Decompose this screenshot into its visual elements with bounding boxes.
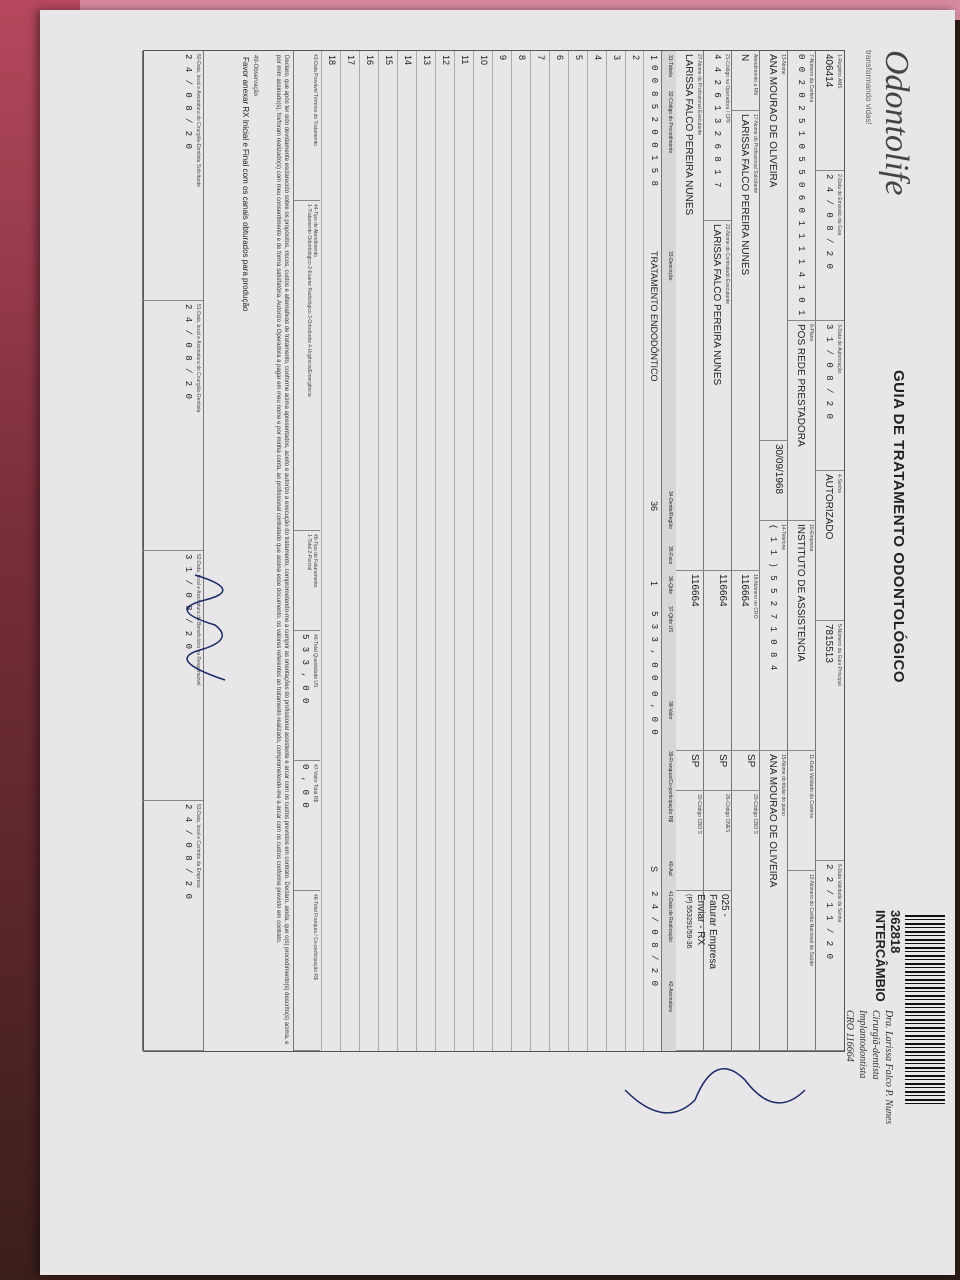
field-label: 10-Empresa (808, 524, 814, 552)
footer-totals (293, 51, 320, 1051)
valor: 0 , 0 0 (649, 691, 659, 736)
field-label: 21-Código na Operadora / CPF (724, 54, 730, 124)
atendimento-rn: N (739, 54, 750, 62)
nome-titular: ANA MOURAO DE OLIVEIRA (767, 754, 778, 888)
page-title: GUIA DE TRATAMENTO ODONTOLÓGICO (890, 370, 907, 683)
field-label: 13-Nome (780, 54, 786, 75)
field-label: 1-Registro ANS (836, 54, 842, 89)
procedure-row-empty (530, 51, 549, 1051)
field-label: 12-Número do Cartão Nacional de Saúde (808, 874, 814, 966)
beneficiary-row-1 (787, 51, 816, 1051)
dentist-signature (615, 1040, 815, 1140)
observacao: Favor anexar RX Inicial e Final com os canais obturados para produção (241, 57, 250, 312)
field-label: 20-Código CBO S (752, 794, 758, 835)
field-label: 5-Número da Guia Principal (836, 624, 842, 686)
row-number: 16 (365, 55, 375, 66)
procedure-row-empty (587, 51, 606, 1051)
procedure-row-empty (606, 51, 625, 1051)
stamp-line: CRO 116664 (844, 1010, 855, 1062)
row-number: 5 (574, 55, 584, 61)
field-label: 44-Tipo de Atendimento (312, 204, 318, 257)
row-number: 10 (479, 55, 489, 66)
field-label: 14-Telefone (780, 524, 786, 551)
procedure-row-empty (473, 51, 492, 1051)
field-label: 22-Nome do Contratado Executante (724, 224, 730, 305)
tipo-atendimento-options: 1-Tratamento Odontológico 2-Exame Radiológico 3-Ortodontia 4-Urgência/Emergência (306, 204, 312, 397)
col-header: 39-Franquia/Co-participação R$ (667, 751, 673, 823)
obs-line: Faturar Empresa (707, 894, 718, 970)
row-number: 14 (403, 55, 413, 66)
guide-number (873, 910, 903, 1002)
field-label: 3-Data de Autorização (836, 324, 842, 374)
guia-principal: 7815513 (823, 624, 834, 663)
col-header: 41-Data de Realização (667, 891, 673, 942)
data-realizacao: 2 4 / 0 8 / 2 0 (649, 891, 659, 988)
profissional-solicitante: LARISSA FALCO PEREIRA NUNES (739, 114, 750, 276)
guide-type: INTERCÂMBIO (873, 910, 888, 1002)
stamp-line: Cirurgiã-dentista (870, 1010, 881, 1080)
data-nascimento: 30/09/1968 (773, 444, 784, 495)
uf: SP (745, 754, 756, 768)
row-number: 2 (631, 55, 641, 61)
row-number: 15 (384, 55, 394, 66)
nome-beneficiario: ANA MOURAO DE OLIVEIRA (767, 54, 778, 188)
dentist-stamp (843, 1010, 895, 1124)
descricao: TRATAMENTO ENDODÔNTICO (649, 251, 659, 382)
beneficiary-signature (175, 570, 255, 690)
field-label: 47-Valor Total R$ (312, 764, 318, 803)
col-header: 36-Qtde (667, 576, 673, 595)
procedure-row-empty (397, 51, 416, 1051)
field-label: 17-Nome do Profissional Solicitante (752, 114, 758, 194)
senha: AUTORIZADO (823, 474, 834, 540)
obs-line: (P) 553291/59-36 (685, 894, 692, 949)
total-us: 5 3 3 , 0 0 (300, 634, 310, 705)
procedure-row-empty (359, 51, 378, 1051)
row-number: 18 (327, 55, 337, 66)
field-label: 7-Número da Carteira (808, 54, 814, 103)
valor-total: 0 , 0 0 (300, 764, 310, 809)
row-number: 17 (346, 55, 356, 66)
field-label: 27-Nome do Profissional Executante (696, 54, 702, 136)
obs-line: Enviar - RX (695, 894, 706, 946)
field-label: 11-Data Validade da Carteira (808, 754, 814, 819)
brand-logo: Odontolife (878, 50, 915, 196)
qtde-us: 5 3 3 , 0 0 (649, 611, 659, 682)
header-row (815, 51, 844, 1051)
procedure-row-empty (340, 51, 359, 1051)
cro-executante: 116664 (689, 574, 700, 607)
stamp-line: Dra. Larissa Falco P. Nunes (883, 1010, 894, 1125)
aut: S (649, 866, 659, 873)
row-number: 3 (612, 55, 622, 61)
col-header: 33-Descrição (667, 251, 673, 281)
field-label: Atendimento a RN (752, 54, 758, 95)
field-label: 30-Código CBO S (696, 794, 702, 835)
plano: POS REDE PRESTADORA (795, 324, 806, 447)
row-number: 8 (517, 55, 527, 61)
codigo-procedimento: 8 5 2 0 0 1 5 8 (649, 91, 659, 188)
col-header: 31-Tabela (667, 55, 673, 77)
brand-tagline: transformando vidas! (864, 50, 873, 125)
sig4-date: 2 4 / 0 8 / 2 0 (183, 804, 193, 901)
field-label: 45-Tipo de Faturamento (312, 534, 318, 588)
procedure-row-empty (511, 51, 530, 1051)
cro-contratado: 116664 (717, 574, 728, 607)
row-number: 11 (460, 55, 470, 65)
signature-row (142, 51, 204, 1051)
procedure-row-empty (416, 51, 435, 1051)
col-header: 38-Valor (667, 701, 673, 720)
row-number: 13 (422, 55, 432, 66)
field-label: 15-Nome do titular do plano (780, 754, 786, 816)
sig2-date: 2 4 / 0 8 / 2 0 (183, 304, 193, 401)
field-label: 2-Data de Emissão da Guia (836, 174, 842, 236)
row-number: 7 (536, 55, 546, 61)
procedure-row-empty (549, 51, 568, 1051)
telefone: ( 1 1 ) 5 5 2 7 1 0 8 4 (768, 524, 778, 672)
obs-line: 025 - (719, 894, 730, 917)
uf-contratado: SP (717, 754, 728, 768)
sig1-date: 2 4 / 0 8 / 2 0 (183, 54, 193, 151)
field-label: 50-Data, local e Assinatura do Cirurgião-Dentista Solicitante (195, 54, 201, 187)
codigo-operadora: 4 4 2 6 1 3 2 6 8 1 7 (712, 54, 722, 189)
procedure-row-empty (454, 51, 473, 1051)
field-label: 43-Data Provável Término do Tratamento (312, 54, 318, 146)
uf-executante: SP (689, 754, 700, 768)
field-label: 18-Número no CRO (752, 574, 758, 619)
nome-contratado: LARISSA FALCO PEREIRA NUNES (711, 224, 722, 386)
dente: 36 (649, 501, 659, 512)
procedure-row-empty (378, 51, 397, 1051)
rotated-form (40, 10, 955, 1275)
procedure-row (643, 51, 662, 1051)
contratado-row-3 (675, 51, 704, 1051)
registro-ans: 406414 (823, 54, 834, 88)
sig3-date: 3 1 / 0 8 / 2 0 (183, 554, 193, 651)
procedure-row-empty (435, 51, 454, 1051)
empresa: INSTITUTO DE ASSISTENCIA (795, 524, 806, 662)
procedure-row-empty (568, 51, 587, 1051)
col-header: 35-Face (667, 546, 673, 565)
declaration-text: Declaro, que após ter sido devidamente esclarecido sobre os propósitos, riscos, custos e alternativas de tratamento, conforme acima apresentados, aceito e autorizo a execução do tratamento, comprometendo-me a cumprir as orientações do profissional assistente e arcar com os custos previstos em contrato. Declaro, ainda, que o(s) procedimento(s) descrito(s) acima, e por mim assinado(s), foi/foram realizado(s) com meu consentimento e de forma satisfatória. Autorizo a Operadora a pagar em meu nome e por minha conta, ao profissional contratado que assina esse documento, os valores referentes ao tratamento realizado, comprometendo-me a arcar com os custos conforme previsto em contrato. (275, 55, 289, 1045)
field-label: 46-Total Quantidade US (312, 634, 318, 688)
form-body (143, 50, 845, 1052)
cro: 116664 (739, 574, 750, 607)
field-label: 4-Senha (836, 474, 842, 493)
procedure-row-empty (492, 51, 511, 1051)
col-header: 37-Qtde US (667, 606, 673, 633)
contratado-row-1 (731, 51, 760, 1051)
row-number: 1 (649, 55, 659, 61)
col-header: 34-Dente/Região (667, 491, 673, 529)
field-label: 53-Data, local e Carimbo da Empresa (195, 804, 201, 888)
numero-carteira: 0 0 2 0 2 5 1 0 5 5 0 6 0 1 1 1 1 4 1 0 1 (796, 54, 806, 317)
row-number: 6 (555, 55, 565, 61)
field-label: 51-Data, local e Assinatura do Cirurgião-Dentista (195, 304, 201, 413)
guide-number-value: 362818 (888, 910, 903, 954)
field-label: 48-Total Franquia / Co-participação R$ (312, 894, 318, 980)
stamp-line: Implantodontista (857, 1010, 868, 1079)
procedure-row-empty (625, 51, 644, 1051)
profissional-executante: LARISSA FALCO PEREIRA NUNES (683, 54, 694, 216)
field-label: 26-Código CNES (724, 794, 730, 833)
beneficiary-row-2 (759, 51, 788, 1051)
row-number: 12 (441, 55, 451, 66)
field-label: 52-Data, local e Assinatura do Beneficiário ou Responsável (195, 554, 201, 686)
field-label: 8-Plano (808, 324, 814, 342)
procedure-row-empty (321, 51, 340, 1051)
row-number: 4 (593, 55, 603, 61)
field-label: 49-Observação (252, 55, 258, 97)
validade-senha: 2 2 / 1 1 / 2 0 (824, 864, 834, 961)
data-autorizacao: 3 1 / 0 8 / 2 0 (824, 324, 834, 421)
col-header: 42-Assinatura (667, 981, 673, 1012)
col-header: 40-Aut (667, 861, 673, 876)
faturamento-options: 1-Total 2-Parcial (306, 534, 312, 571)
procedure-header (661, 51, 676, 1051)
col-header: 32-Código do Procedimento (667, 91, 673, 154)
tabela: 0 0 (649, 65, 659, 85)
data-emissao: 2 4 / 0 8 / 2 0 (824, 174, 834, 271)
row-number: 9 (498, 55, 508, 61)
field-label: 6-Data Validade da Senha (836, 864, 842, 923)
form-sheet (40, 10, 955, 1275)
qtde: 1 (649, 581, 659, 587)
barcode (905, 915, 945, 1105)
